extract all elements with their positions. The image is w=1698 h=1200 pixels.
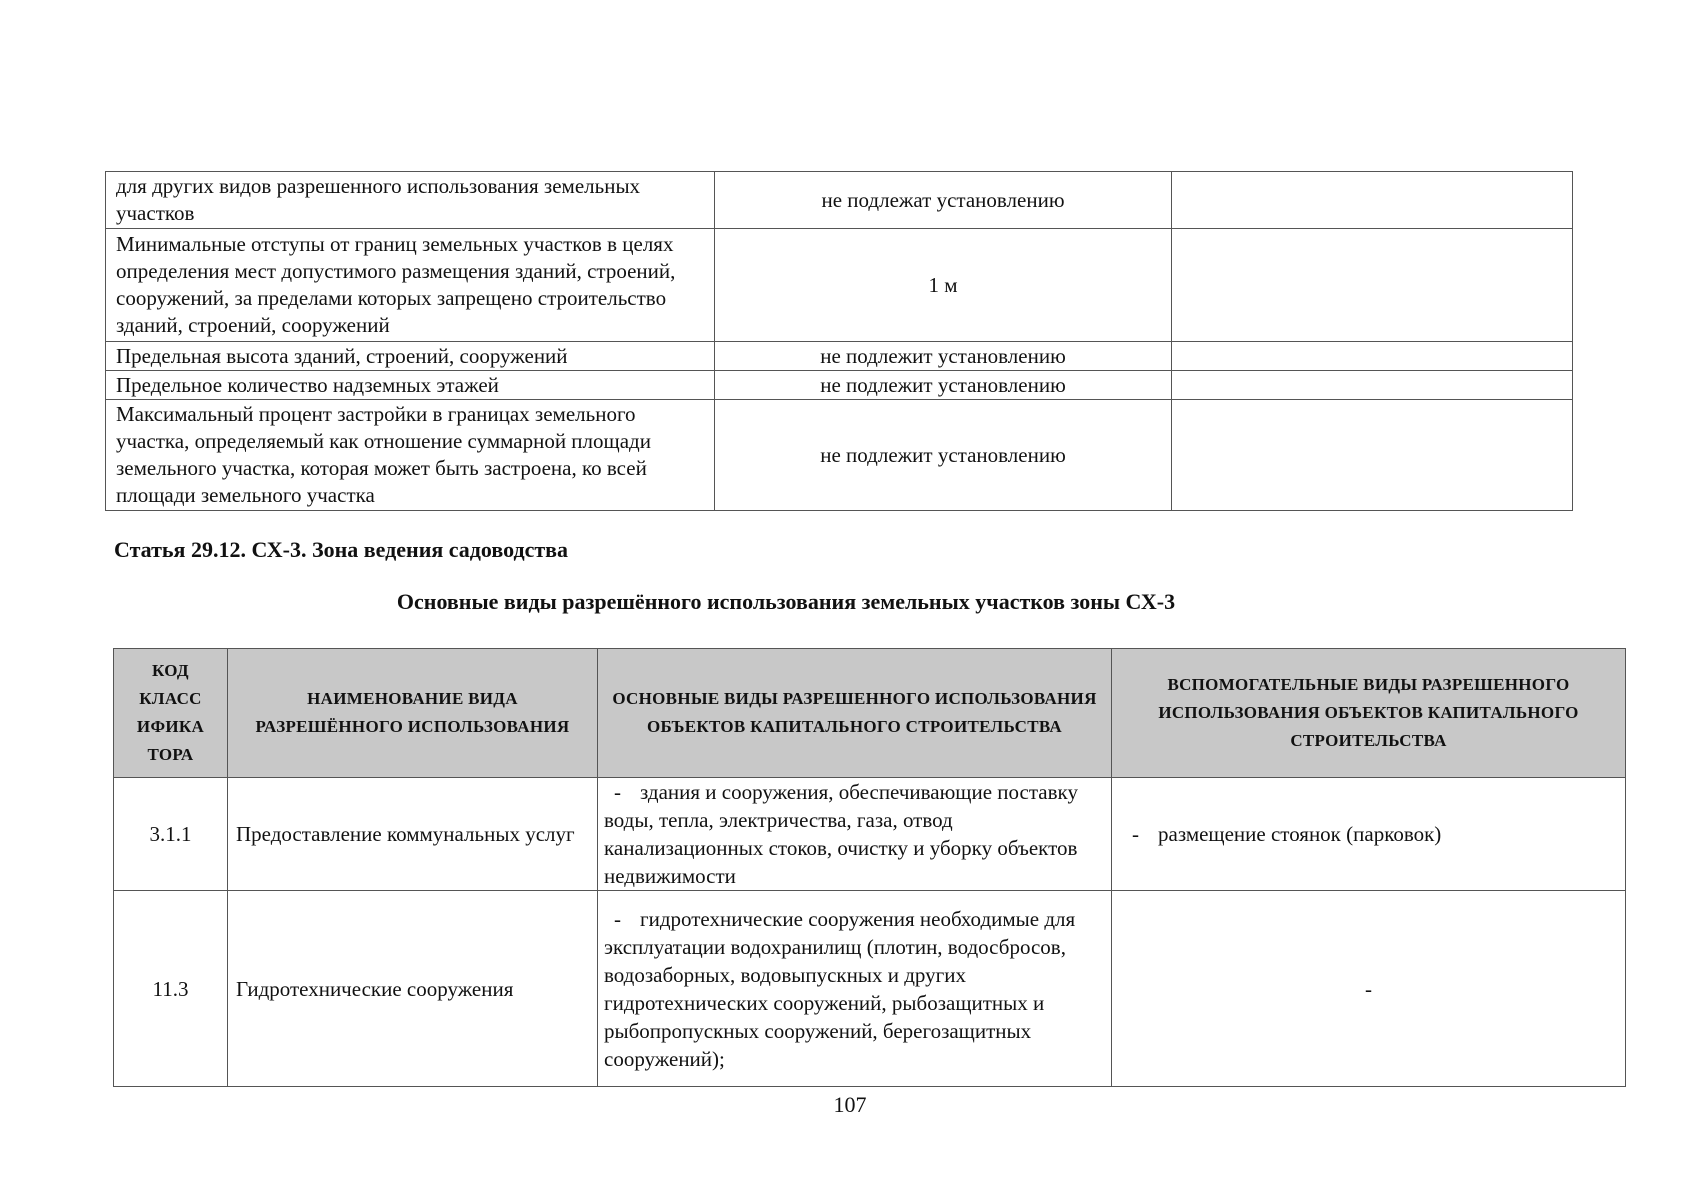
param-note (1172, 371, 1573, 400)
table-row (106, 229, 1573, 342)
header-auxiliary-uses: ВСПОМОГАТЕЛЬНЫЕ ВИДЫ РАЗРЕШЕННОГО ИСПОЛЬЗОВАНИЯ ОБЪЕКТОВ КАПИТАЛЬНОГО СТРОИТЕЛЬСТВА (1112, 649, 1626, 778)
table-row (106, 342, 1573, 371)
section-title: Основные виды разрешённого использования земельных участков зоны СХ-3 (396, 589, 1176, 614)
param-label: для других видов разрешенного использования земельных участков (106, 172, 715, 229)
table-row (114, 891, 1626, 1087)
table-row (106, 371, 1573, 400)
param-label: Предельное количество надземных этажей (106, 371, 715, 400)
param-value: не подлежит установлению (715, 400, 1172, 511)
permitted-use-table (113, 648, 1626, 1087)
page-number: 107 (833, 1092, 867, 1117)
header-code: КОД КЛАСС ИФИКА ТОРА (114, 649, 228, 778)
basic-use-cell (598, 891, 1112, 1087)
param-label: Максимальный процент застройки в границах земельного участка, определяемый как отношение суммарной площади земельного участка, которая может быть застроена, ко всей площади земельного участка (106, 400, 715, 511)
parameters-table (105, 171, 1573, 511)
table-row (114, 778, 1626, 891)
auxiliary-use-text: размещение стоянок (парковок) (1158, 822, 1442, 846)
param-note (1172, 229, 1573, 342)
list-dash: - (1132, 822, 1139, 846)
param-value: не подлежат установлению (715, 172, 1172, 229)
param-label: Минимальные отступы от границ земельных участков в целях определения мест допустимого размещения зданий, строений, сооружений, за пределами которых запрещено строительство зданий, строений, сооружений (106, 229, 715, 342)
article-title: Статья 29.12. СХ-3. Зона ведения садоводства (114, 537, 569, 562)
use-name: Предоставление коммунальных услуг (228, 778, 598, 891)
table-row (106, 400, 1573, 511)
classifier-code: 11.3 (114, 891, 228, 1087)
classifier-code: 3.1.1 (114, 778, 228, 891)
use-name: Гидротехнические сооружения (228, 891, 598, 1087)
param-note (1172, 400, 1573, 511)
basic-use-text: здания и сооружения, обеспечивающие поставку воды, тепла, электричества, газа, отвод канализационных стоков, очистку и уборку объектов недвижимости (604, 780, 1078, 888)
basic-use-cell (598, 778, 1112, 891)
param-note (1172, 342, 1573, 371)
param-value: не подлежит установлению (715, 371, 1172, 400)
table-header-row (114, 649, 1626, 778)
header-basic-uses: ОСНОВНЫЕ ВИДЫ РАЗРЕШЕННОГО ИСПОЛЬЗОВАНИЯ ОБЪЕКТОВ КАПИТАЛЬНОГО СТРОИТЕЛЬСТВА (598, 649, 1112, 778)
basic-use-text: гидротехнические сооружения необходимые для эксплуатации водохранилищ (плотин, водосбросов, водозаборных, водовыпускных и других гидротехнических сооружений, рыбозащитных и рыбопропускных сооружений, берегозащитных сооружений); (604, 906, 1076, 1071)
auxiliary-use-cell: - (1112, 891, 1626, 1087)
header-name: НАИМЕНОВАНИЕ ВИДА РАЗРЕШЁННОГО ИСПОЛЬЗОВАНИЯ (228, 649, 598, 778)
auxiliary-use-cell (1112, 778, 1626, 891)
list-dash: - (614, 906, 621, 931)
param-label: Предельная высота зданий, строений, сооружений (106, 342, 715, 371)
param-note (1172, 172, 1573, 229)
table-row (106, 172, 1573, 229)
param-value: не подлежит установлению (715, 342, 1172, 371)
list-dash: - (614, 780, 621, 804)
param-value: 1 м (715, 229, 1172, 342)
